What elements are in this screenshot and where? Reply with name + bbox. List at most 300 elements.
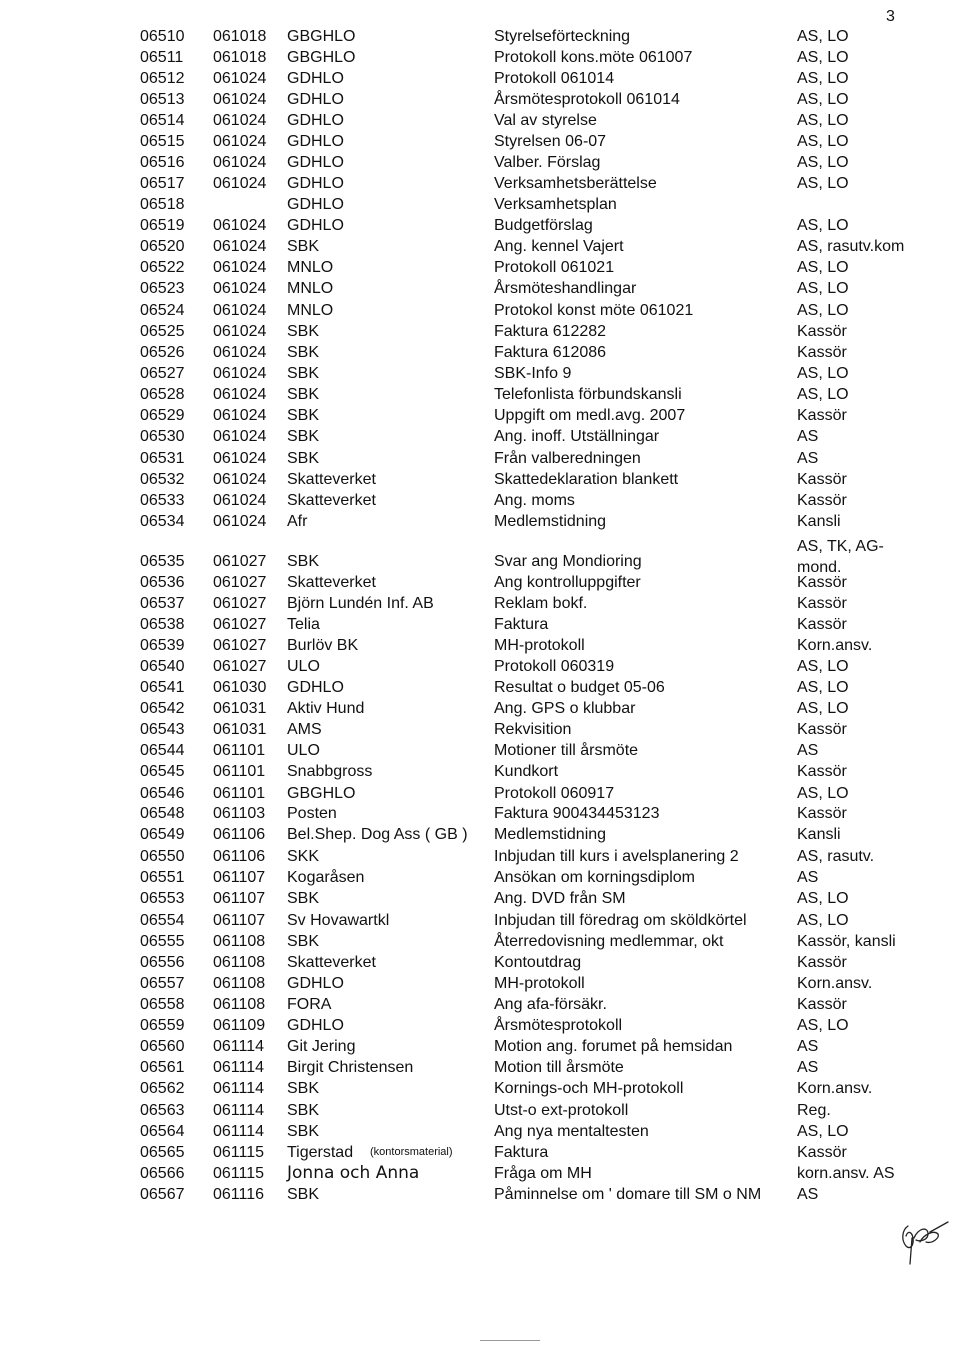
sender-cell: AMS xyxy=(287,721,322,738)
doc-number-cell: 06536 xyxy=(140,574,185,591)
distribution-cell: AS, LO xyxy=(797,175,849,192)
table-row xyxy=(0,363,960,384)
doc-number-cell: 06512 xyxy=(140,70,185,87)
date-cell: 061108 xyxy=(213,996,266,1013)
distribution-cell: AS, rasutv.kom xyxy=(797,238,905,255)
subject-cell: Fråga om MH xyxy=(494,1165,592,1182)
subject-cell: Medlemstidning xyxy=(494,826,607,843)
distribution-cell: Kassör xyxy=(797,344,847,361)
distribution-cell: Korn.ansv. xyxy=(797,1080,873,1097)
doc-number-cell: 06559 xyxy=(140,1017,185,1034)
subject-cell: Ang kontrolluppgifter xyxy=(494,574,641,591)
table-row xyxy=(0,1036,960,1057)
sender-cell: Telia xyxy=(287,616,320,633)
subject-cell: Medlemstidning xyxy=(494,513,607,530)
footer-mark xyxy=(480,1340,540,1341)
date-cell: 061114 xyxy=(213,1102,265,1119)
distribution-cell: AS, LO xyxy=(797,91,849,108)
table-row xyxy=(0,110,960,131)
doc-number-cell: 06538 xyxy=(140,616,185,633)
sender-cell: SBK xyxy=(287,344,320,361)
date-cell: 061106 xyxy=(213,826,266,843)
sender-cell: MNLO xyxy=(287,259,334,276)
table-row xyxy=(0,236,960,257)
sender-cell: GBGHLO xyxy=(287,785,356,802)
subject-cell: Protokoll 060319 xyxy=(494,658,615,675)
distribution-cell: AS xyxy=(797,1186,819,1203)
sender-note: (kontorsmaterial) xyxy=(370,1146,453,1158)
subject-cell: Resultat o budget 05-06 xyxy=(494,679,665,696)
subject-cell: Inbjudan till föredrag om sköldkörtel xyxy=(494,912,747,929)
distribution-cell: Kassör xyxy=(797,323,847,340)
table-row xyxy=(0,719,960,740)
date-cell: 061024 xyxy=(213,259,267,276)
subject-cell: Faktura xyxy=(494,1144,549,1161)
sender-cell: Björn Lundén Inf. AB xyxy=(287,595,434,612)
date-cell: 061024 xyxy=(213,471,267,488)
table-row xyxy=(0,300,960,321)
doc-number-cell: 06557 xyxy=(140,975,185,992)
table-row xyxy=(0,1100,960,1121)
doc-number-cell: 06550 xyxy=(140,848,185,865)
date-cell: 061106 xyxy=(213,848,266,865)
doc-number-cell: 06546 xyxy=(140,785,185,802)
date-cell: 061027 xyxy=(213,574,267,591)
date-cell: 061024 xyxy=(213,154,267,171)
subject-cell: Verksamhetsberättelse xyxy=(494,175,657,192)
doc-number-cell: 06558 xyxy=(140,996,185,1013)
doc-number-cell: 06527 xyxy=(140,365,185,382)
sender-cell: GDHLO xyxy=(287,133,344,150)
doc-number-cell: 06553 xyxy=(140,890,185,907)
table-row xyxy=(0,1078,960,1099)
sender-cell: ULO xyxy=(287,658,320,675)
doc-number-cell: 06560 xyxy=(140,1038,185,1055)
subject-cell: SBK-Info 9 xyxy=(494,365,572,382)
doc-number-cell: 06542 xyxy=(140,700,185,717)
doc-number-cell: 06515 xyxy=(140,133,185,150)
sender-cell: Skatteverket xyxy=(287,574,376,591)
sender-cell: SBK xyxy=(287,1102,320,1119)
sender-cell: Aktiv Hund xyxy=(287,700,365,717)
table-row xyxy=(0,783,960,804)
table-row xyxy=(0,68,960,89)
date-cell: 061031 xyxy=(213,721,267,738)
table-row xyxy=(0,1184,960,1205)
doc-number-cell: 06554 xyxy=(140,912,185,929)
distribution-cell: Kassör xyxy=(797,407,847,424)
table-row xyxy=(0,635,960,656)
subject-cell: Ansökan om korningsdiplom xyxy=(494,869,695,886)
handwritten-signature xyxy=(898,1218,954,1270)
table-row xyxy=(0,215,960,236)
subject-cell: Protokol konst möte 061021 xyxy=(494,302,694,319)
date-cell: 061103 xyxy=(213,805,266,822)
doc-number-cell: 06563 xyxy=(140,1102,185,1119)
subject-cell: Inbjudan till kurs i avelsplanering 2 xyxy=(494,848,739,865)
table-row xyxy=(0,1121,960,1142)
date-cell: 061101 xyxy=(213,785,266,802)
doc-number-cell: 06524 xyxy=(140,302,185,319)
date-cell: 061114 xyxy=(213,1059,265,1076)
distribution-cell: AS, LO xyxy=(797,28,849,45)
subject-cell: Protokoll 060917 xyxy=(494,785,615,802)
date-cell: 061108 xyxy=(213,933,266,950)
distribution-cell: AS, LO xyxy=(797,890,849,907)
date-cell: 061115 xyxy=(213,1144,265,1161)
subject-cell: MH-protokoll xyxy=(494,975,585,992)
doc-number-cell: 06561 xyxy=(140,1059,185,1076)
subject-cell: Påminnelse om ' domare till SM o NM xyxy=(494,1186,762,1203)
subject-cell: Rekvisition xyxy=(494,721,572,738)
subject-cell: Kontoutdrag xyxy=(494,954,582,971)
doc-number-cell: 06564 xyxy=(140,1123,185,1140)
distribution-cell: Kassör xyxy=(797,996,847,1013)
doc-number-cell: 06537 xyxy=(140,595,185,612)
sender-cell: SBK xyxy=(287,1080,320,1097)
table-row xyxy=(0,994,960,1015)
subject-cell: Valber. Förslag xyxy=(494,154,601,171)
sender-cell: SBK xyxy=(287,1186,320,1203)
subject-cell: Val av styrelse xyxy=(494,112,597,129)
table-row xyxy=(0,1142,960,1163)
distribution-cell: AS, LO xyxy=(797,1123,849,1140)
subject-cell: Faktura 612086 xyxy=(494,344,607,361)
doc-number-cell: 06520 xyxy=(140,238,185,255)
table-row xyxy=(0,384,960,405)
table-row xyxy=(0,973,960,994)
distribution-cell: AS, LO xyxy=(797,386,849,403)
distribution-cell: Kassör xyxy=(797,574,847,591)
date-cell: 061027 xyxy=(213,616,267,633)
subject-cell: Ang. GPS o klubbar xyxy=(494,700,636,717)
table-row xyxy=(0,931,960,952)
distribution-cell: AS, LO xyxy=(797,112,849,129)
subject-cell: Ang. inoff. Utställningar xyxy=(494,428,660,445)
date-cell: 061024 xyxy=(213,323,267,340)
subject-cell: Skattedeklaration blankett xyxy=(494,471,679,488)
sender-cell: Tigerstad xyxy=(287,1144,354,1161)
distribution-cell: korn.ansv. AS xyxy=(797,1165,895,1182)
doc-number-cell: 06548 xyxy=(140,805,185,822)
sender-cell: GDHLO xyxy=(287,196,344,213)
distribution-cell: Kassör xyxy=(797,1144,847,1161)
date-cell: 061114 xyxy=(213,1080,265,1097)
subject-cell: Årsmöteshandlingar xyxy=(494,280,637,297)
date-cell: 061101 xyxy=(213,763,266,780)
subject-cell: Ang nya mentaltesten xyxy=(494,1123,649,1140)
distribution-cell: AS, rasutv. xyxy=(797,848,875,865)
table-row xyxy=(0,321,960,342)
distribution-cell: AS, LO xyxy=(797,49,849,66)
sender-cell: GDHLO xyxy=(287,70,344,87)
doc-number-cell: 06545 xyxy=(140,763,185,780)
distribution-cell: AS xyxy=(797,1038,819,1055)
doc-number-cell: 06556 xyxy=(140,954,185,971)
date-cell: 061024 xyxy=(213,407,267,424)
doc-number-cell: 06565 xyxy=(140,1144,185,1161)
table-row xyxy=(0,342,960,363)
doc-number-cell: 06519 xyxy=(140,217,185,234)
doc-number-cell: 06539 xyxy=(140,637,185,654)
table-row xyxy=(0,1057,960,1078)
table-row xyxy=(0,131,960,152)
subject-cell: Motion till årsmöte xyxy=(494,1059,624,1076)
sender-cell: GDHLO xyxy=(287,975,344,992)
table-row xyxy=(0,89,960,110)
doc-number-cell: 06544 xyxy=(140,742,185,759)
distribution-cell: Korn.ansv. xyxy=(797,637,873,654)
sender-cell: Jonna och Anna xyxy=(287,1163,420,1183)
sender-cell: MNLO xyxy=(287,302,334,319)
date-cell: 061024 xyxy=(213,175,267,192)
date-cell: 061116 xyxy=(213,1186,265,1203)
date-cell: 061031 xyxy=(213,700,267,717)
table-row xyxy=(0,194,960,215)
table-row xyxy=(0,761,960,782)
date-cell: 061114 xyxy=(213,1123,265,1140)
sender-cell: Bel.Shep. Dog Ass ( GB ) xyxy=(287,826,468,843)
distribution-cell: AS xyxy=(797,869,819,886)
table-row xyxy=(0,698,960,719)
date-cell: 061024 xyxy=(213,513,267,530)
date-cell: 061024 xyxy=(213,344,267,361)
subject-cell: Utst-o ext-protokoll xyxy=(494,1102,629,1119)
sender-cell: SBK xyxy=(287,450,320,467)
date-cell: 061027 xyxy=(213,595,267,612)
date-cell: 061107 xyxy=(213,869,266,886)
table-row xyxy=(0,846,960,867)
table-row xyxy=(0,405,960,426)
doc-number-cell: 06516 xyxy=(140,154,185,171)
date-cell: 061024 xyxy=(213,492,267,509)
subject-cell: Protokoll kons.möte 061007 xyxy=(494,49,693,66)
distribution-cell: AS, LO xyxy=(797,154,849,171)
subject-cell: Svar ang Mondioring xyxy=(494,553,642,570)
table-row xyxy=(0,511,960,532)
subject-cell: Ang. DVD från SM xyxy=(494,890,626,907)
subject-cell: Motion ang. forumet på hemsidan xyxy=(494,1038,733,1055)
doc-number-cell: 06514 xyxy=(140,112,185,129)
sender-cell: GDHLO xyxy=(287,91,344,108)
table-row xyxy=(0,173,960,194)
sender-cell: Skatteverket xyxy=(287,492,376,509)
distribution-cell: AS, LO xyxy=(797,70,849,87)
doc-number-cell: 06528 xyxy=(140,386,185,403)
sender-cell: FORA xyxy=(287,996,332,1013)
date-cell: 061027 xyxy=(213,658,267,675)
sender-cell: SBK xyxy=(287,890,320,907)
distribution-cell: Kansli xyxy=(797,513,841,530)
subject-cell: Från valberedningen xyxy=(494,450,641,467)
table-row xyxy=(0,152,960,173)
subject-cell: Faktura 612282 xyxy=(494,323,607,340)
table-row xyxy=(0,448,960,469)
sender-cell: SBK xyxy=(287,428,320,445)
distribution-cell: Korn.ansv. xyxy=(797,975,873,992)
subject-cell: Återredovisning medlemmar, okt xyxy=(494,933,724,950)
sender-cell: Git Jering xyxy=(287,1038,356,1055)
table-row xyxy=(0,656,960,677)
table-row xyxy=(0,593,960,614)
table-row xyxy=(0,47,960,68)
distribution-cell: AS, LO xyxy=(797,912,849,929)
sender-cell: GDHLO xyxy=(287,1017,344,1034)
sender-cell: SBK xyxy=(287,553,320,570)
doc-number-cell: 06534 xyxy=(140,513,185,530)
doc-number-cell: 06533 xyxy=(140,492,185,509)
distribution-cell: Kassör xyxy=(797,595,847,612)
table-row xyxy=(0,740,960,761)
distribution-cell: AS, LO xyxy=(797,679,849,696)
sender-cell: GBGHLO xyxy=(287,28,356,45)
sender-cell: SBK xyxy=(287,386,320,403)
sender-cell: Posten xyxy=(287,805,337,822)
sender-cell: Kogaråsen xyxy=(287,869,365,886)
distribution-cell: Kansli xyxy=(797,826,841,843)
table-row xyxy=(0,824,960,845)
doc-number-cell: 06566 xyxy=(140,1165,185,1182)
sender-cell: SKK xyxy=(287,848,320,865)
doc-number-cell: 06522 xyxy=(140,259,185,276)
date-cell: 061024 xyxy=(213,133,267,150)
doc-number-cell: 06535 xyxy=(140,553,185,570)
doc-number-cell: 06510 xyxy=(140,28,185,45)
distribution-line: AS, TK, AG- xyxy=(797,538,884,555)
subject-cell: MH-protokoll xyxy=(494,637,585,654)
sender-cell: Skatteverket xyxy=(287,954,376,971)
date-cell: 061024 xyxy=(213,280,267,297)
table-row xyxy=(0,910,960,931)
date-cell: 061108 xyxy=(213,975,266,992)
distribution-cell: AS, LO xyxy=(797,365,849,382)
sender-cell: GDHLO xyxy=(287,217,344,234)
date-cell: 061024 xyxy=(213,450,267,467)
subject-cell: Kornings-och MH-protokoll xyxy=(494,1080,684,1097)
subject-cell: Verksamhetsplan xyxy=(494,196,617,213)
sender-cell: SBK xyxy=(287,238,320,255)
table-row xyxy=(0,677,960,698)
date-cell: 061024 xyxy=(213,217,267,234)
date-cell: 061024 xyxy=(213,428,267,445)
subject-cell: Faktura 900434453123 xyxy=(494,805,660,822)
doc-number-cell: 06562 xyxy=(140,1080,185,1097)
subject-cell: Ang. moms xyxy=(494,492,575,509)
table-row xyxy=(0,1163,960,1184)
date-cell: 061018 xyxy=(213,28,267,45)
sender-cell: Birgit Christensen xyxy=(287,1059,414,1076)
sender-cell: Skatteverket xyxy=(287,471,376,488)
distribution-cell: AS xyxy=(797,450,819,467)
doc-number-cell: 06543 xyxy=(140,721,185,738)
doc-number-cell: 06511 xyxy=(140,49,184,66)
sender-cell: ULO xyxy=(287,742,320,759)
date-cell: 061024 xyxy=(213,386,267,403)
doc-number-cell: 06567 xyxy=(140,1186,185,1203)
doc-number-cell: 06517 xyxy=(140,175,185,192)
distribution-cell: AS, LO xyxy=(797,658,849,675)
subject-cell: Ang. kennel Vajert xyxy=(494,238,624,255)
doc-number-cell: 06525 xyxy=(140,323,185,340)
distribution-cell: AS, LO xyxy=(797,280,849,297)
sender-cell: SBK xyxy=(287,1123,320,1140)
subject-cell: Budgetförslag xyxy=(494,217,593,234)
date-cell: 061024 xyxy=(213,365,267,382)
table-row xyxy=(0,867,960,888)
doc-number-cell: 06532 xyxy=(140,471,185,488)
distribution-cell: AS xyxy=(797,742,819,759)
sender-cell: Afr xyxy=(287,513,308,530)
distribution-cell: Kassör xyxy=(797,492,847,509)
table-row xyxy=(0,614,960,635)
table-row xyxy=(0,888,960,909)
distribution-line: mond. xyxy=(797,559,842,576)
sender-cell: GDHLO xyxy=(287,175,344,192)
sender-cell: GDHLO xyxy=(287,154,344,171)
date-cell: 061030 xyxy=(213,679,267,696)
table-row xyxy=(0,490,960,511)
sender-cell: SBK xyxy=(287,365,320,382)
doc-number-cell: 06549 xyxy=(140,826,185,843)
distribution-cell: Kassör xyxy=(797,721,847,738)
doc-number-cell: 06518 xyxy=(140,196,185,213)
date-cell: 061024 xyxy=(213,238,267,255)
sender-cell: GBGHLO xyxy=(287,49,356,66)
doc-number-cell: 06555 xyxy=(140,933,185,950)
doc-number-cell: 06523 xyxy=(140,280,185,297)
distribution-cell: Kassör xyxy=(797,471,847,488)
subject-cell: Årsmötesprotokoll 061014 xyxy=(494,91,680,108)
table-row xyxy=(0,469,960,490)
sender-cell: Snabbgross xyxy=(287,763,373,780)
subject-cell: Ang afa-försäkr. xyxy=(494,996,607,1013)
date-cell: 061107 xyxy=(213,912,266,929)
date-cell: 061109 xyxy=(213,1017,266,1034)
table-row xyxy=(0,952,960,973)
subject-cell: Årsmötesprotokoll xyxy=(494,1017,623,1034)
date-cell: 061027 xyxy=(213,553,267,570)
sender-cell: SBK xyxy=(287,407,320,424)
date-cell: 061114 xyxy=(213,1038,265,1055)
doc-number-cell: 06540 xyxy=(140,658,185,675)
distribution-cell: AS xyxy=(797,1059,819,1076)
distribution-cell: AS, LO xyxy=(797,785,849,802)
distribution-cell: Kassör xyxy=(797,763,847,780)
distribution-multiline xyxy=(797,536,884,578)
subject-cell: Motioner till årsmöte xyxy=(494,742,639,759)
subject-cell: Uppgift om medl.avg. 2007 xyxy=(494,407,686,424)
subject-cell: Kundkort xyxy=(494,763,559,780)
subject-cell: Protokoll 061014 xyxy=(494,70,615,87)
date-cell: 061115 xyxy=(213,1165,265,1182)
sender-cell: SBK xyxy=(287,933,320,950)
distribution-cell: Kassör, kansli xyxy=(797,933,896,950)
subject-cell: Styrelseförteckning xyxy=(494,28,631,45)
doc-number-cell: 06541 xyxy=(140,679,185,696)
date-cell: 061107 xyxy=(213,890,266,907)
distribution-cell: AS, LO xyxy=(797,259,849,276)
date-cell: 061024 xyxy=(213,112,267,129)
sender-cell: GDHLO xyxy=(287,679,344,696)
date-cell: 061024 xyxy=(213,302,267,319)
distribution-cell: Kassör xyxy=(797,954,847,971)
sender-cell: MNLO xyxy=(287,280,334,297)
date-cell: 061018 xyxy=(213,49,267,66)
distribution-cell: AS, LO xyxy=(797,302,849,319)
distribution-cell: AS xyxy=(797,428,819,445)
table-row xyxy=(0,257,960,278)
distribution-cell: AS, LO xyxy=(797,133,849,150)
